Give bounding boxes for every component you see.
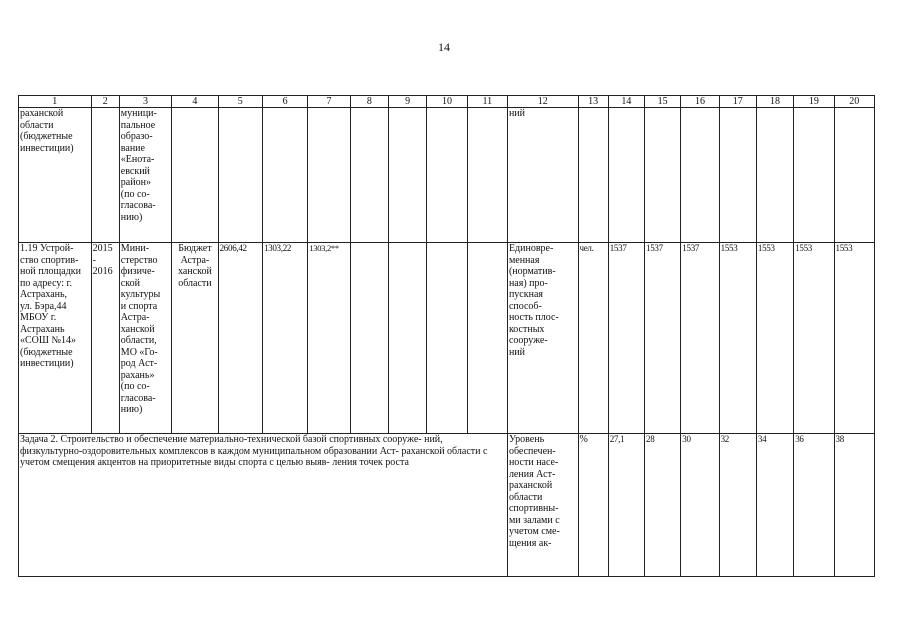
value-cell	[218, 108, 262, 243]
target-cell	[645, 108, 681, 243]
target-cell: 36	[794, 434, 834, 577]
value-cell	[350, 108, 388, 243]
value-cell	[308, 108, 350, 243]
target-cell	[756, 108, 793, 243]
header-cell: 5	[218, 96, 262, 108]
target-cell: 27,1	[608, 434, 644, 577]
table-row	[19, 243, 875, 434]
target-cell: 32	[719, 434, 756, 577]
header-cell: 15	[645, 96, 681, 108]
activity-cell: 1.19 Устрой- ство спортив- ной площадки по адресу: г. Астрахань, ул. Бэра,44 МБОУ г. Астрахань «СОШ №14» (бюджетные инвестиции)	[19, 243, 92, 434]
value-cell	[427, 243, 467, 434]
header-cell: 14	[608, 96, 644, 108]
header-cell: 10	[427, 96, 467, 108]
target-cell	[608, 108, 644, 243]
period-cell	[91, 108, 119, 243]
source-cell	[172, 108, 218, 243]
source-cell: Бюджет Астра- ханской области	[172, 243, 218, 434]
indicator-cell: Уровень обеспечен- ности насе- ления Аст- раханской области спортивны- ми залами с учетом сме- щения ак-	[507, 434, 578, 577]
target-cell: 34	[756, 434, 793, 577]
target-cell: 1553	[794, 243, 834, 434]
header-cell: 11	[467, 96, 507, 108]
target-cell: 38	[834, 434, 874, 577]
target-cell	[794, 108, 834, 243]
header-cell: 19	[794, 96, 834, 108]
unit-cell	[578, 108, 608, 243]
header-row	[19, 96, 875, 108]
header-cell: 16	[681, 96, 719, 108]
value-cell	[350, 243, 388, 434]
target-cell: 1537	[681, 243, 719, 434]
header-cell: 8	[350, 96, 388, 108]
table-row	[19, 108, 875, 243]
header-cell: 17	[719, 96, 756, 108]
unit-cell: %	[578, 434, 608, 577]
header-cell: 18	[756, 96, 793, 108]
period-cell: 2015 - 2016	[91, 243, 119, 434]
unit-cell: чел.	[578, 243, 608, 434]
value-cell: 2606,42	[218, 243, 262, 434]
header-cell: 4	[172, 96, 218, 108]
activity-cell: раханской области (бюджетные инвестиции)	[19, 108, 92, 243]
executor-cell: Мини- стерство физиче- ской культуры и спорта Астра- ханской области, МО «Го- род Аст- рахань» (по со- гласова- нию)	[119, 243, 171, 434]
page-number: 14	[438, 40, 450, 54]
target-cell: 1537	[645, 243, 681, 434]
target-cell	[681, 108, 719, 243]
target-cell: 1553	[756, 243, 793, 434]
target-cell	[834, 108, 874, 243]
indicator-cell: ний	[507, 108, 578, 243]
value-cell	[388, 108, 426, 243]
value-cell: 1303,2**	[308, 243, 350, 434]
value-cell	[388, 243, 426, 434]
target-cell: 1553	[834, 243, 874, 434]
header-cell: 7	[308, 96, 350, 108]
header-cell: 6	[262, 96, 307, 108]
value-cell	[262, 108, 307, 243]
value-cell	[467, 108, 507, 243]
target-cell: 1553	[719, 243, 756, 434]
executor-cell: муници- пальное образо- вание «Енота- евский район» (по со- гласова- нию)	[119, 108, 171, 243]
header-cell: 3	[119, 96, 171, 108]
value-cell	[427, 108, 467, 243]
value-cell: 1303,22	[262, 243, 307, 434]
header-cell: 1	[19, 96, 92, 108]
task-description-cell: Задача 2. Строительство и обеспечение материально-технической базой спортивных сооруже- ний, физкультурно-оздоровительных комплексов в каждом муниципальном образовании Аст- раханской области с учетом смещения акцентов на приоритетные виды спорта с целью выяв- ления точек роста	[19, 434, 508, 577]
header-cell: 13	[578, 96, 608, 108]
target-cell: 28	[645, 434, 681, 577]
header-cell: 9	[388, 96, 426, 108]
header-cell: 20	[834, 96, 874, 108]
target-cell	[719, 108, 756, 243]
program-table	[18, 95, 875, 577]
target-cell: 1537	[608, 243, 644, 434]
indicator-cell: Единовре- менная (норматив- ная) про- пускная способ- ность плос- костных сооруже- ний	[507, 243, 578, 434]
value-cell	[467, 243, 507, 434]
target-cell: 30	[681, 434, 719, 577]
table-row	[19, 434, 875, 577]
header-cell: 2	[91, 96, 119, 108]
header-cell: 12	[507, 96, 578, 108]
